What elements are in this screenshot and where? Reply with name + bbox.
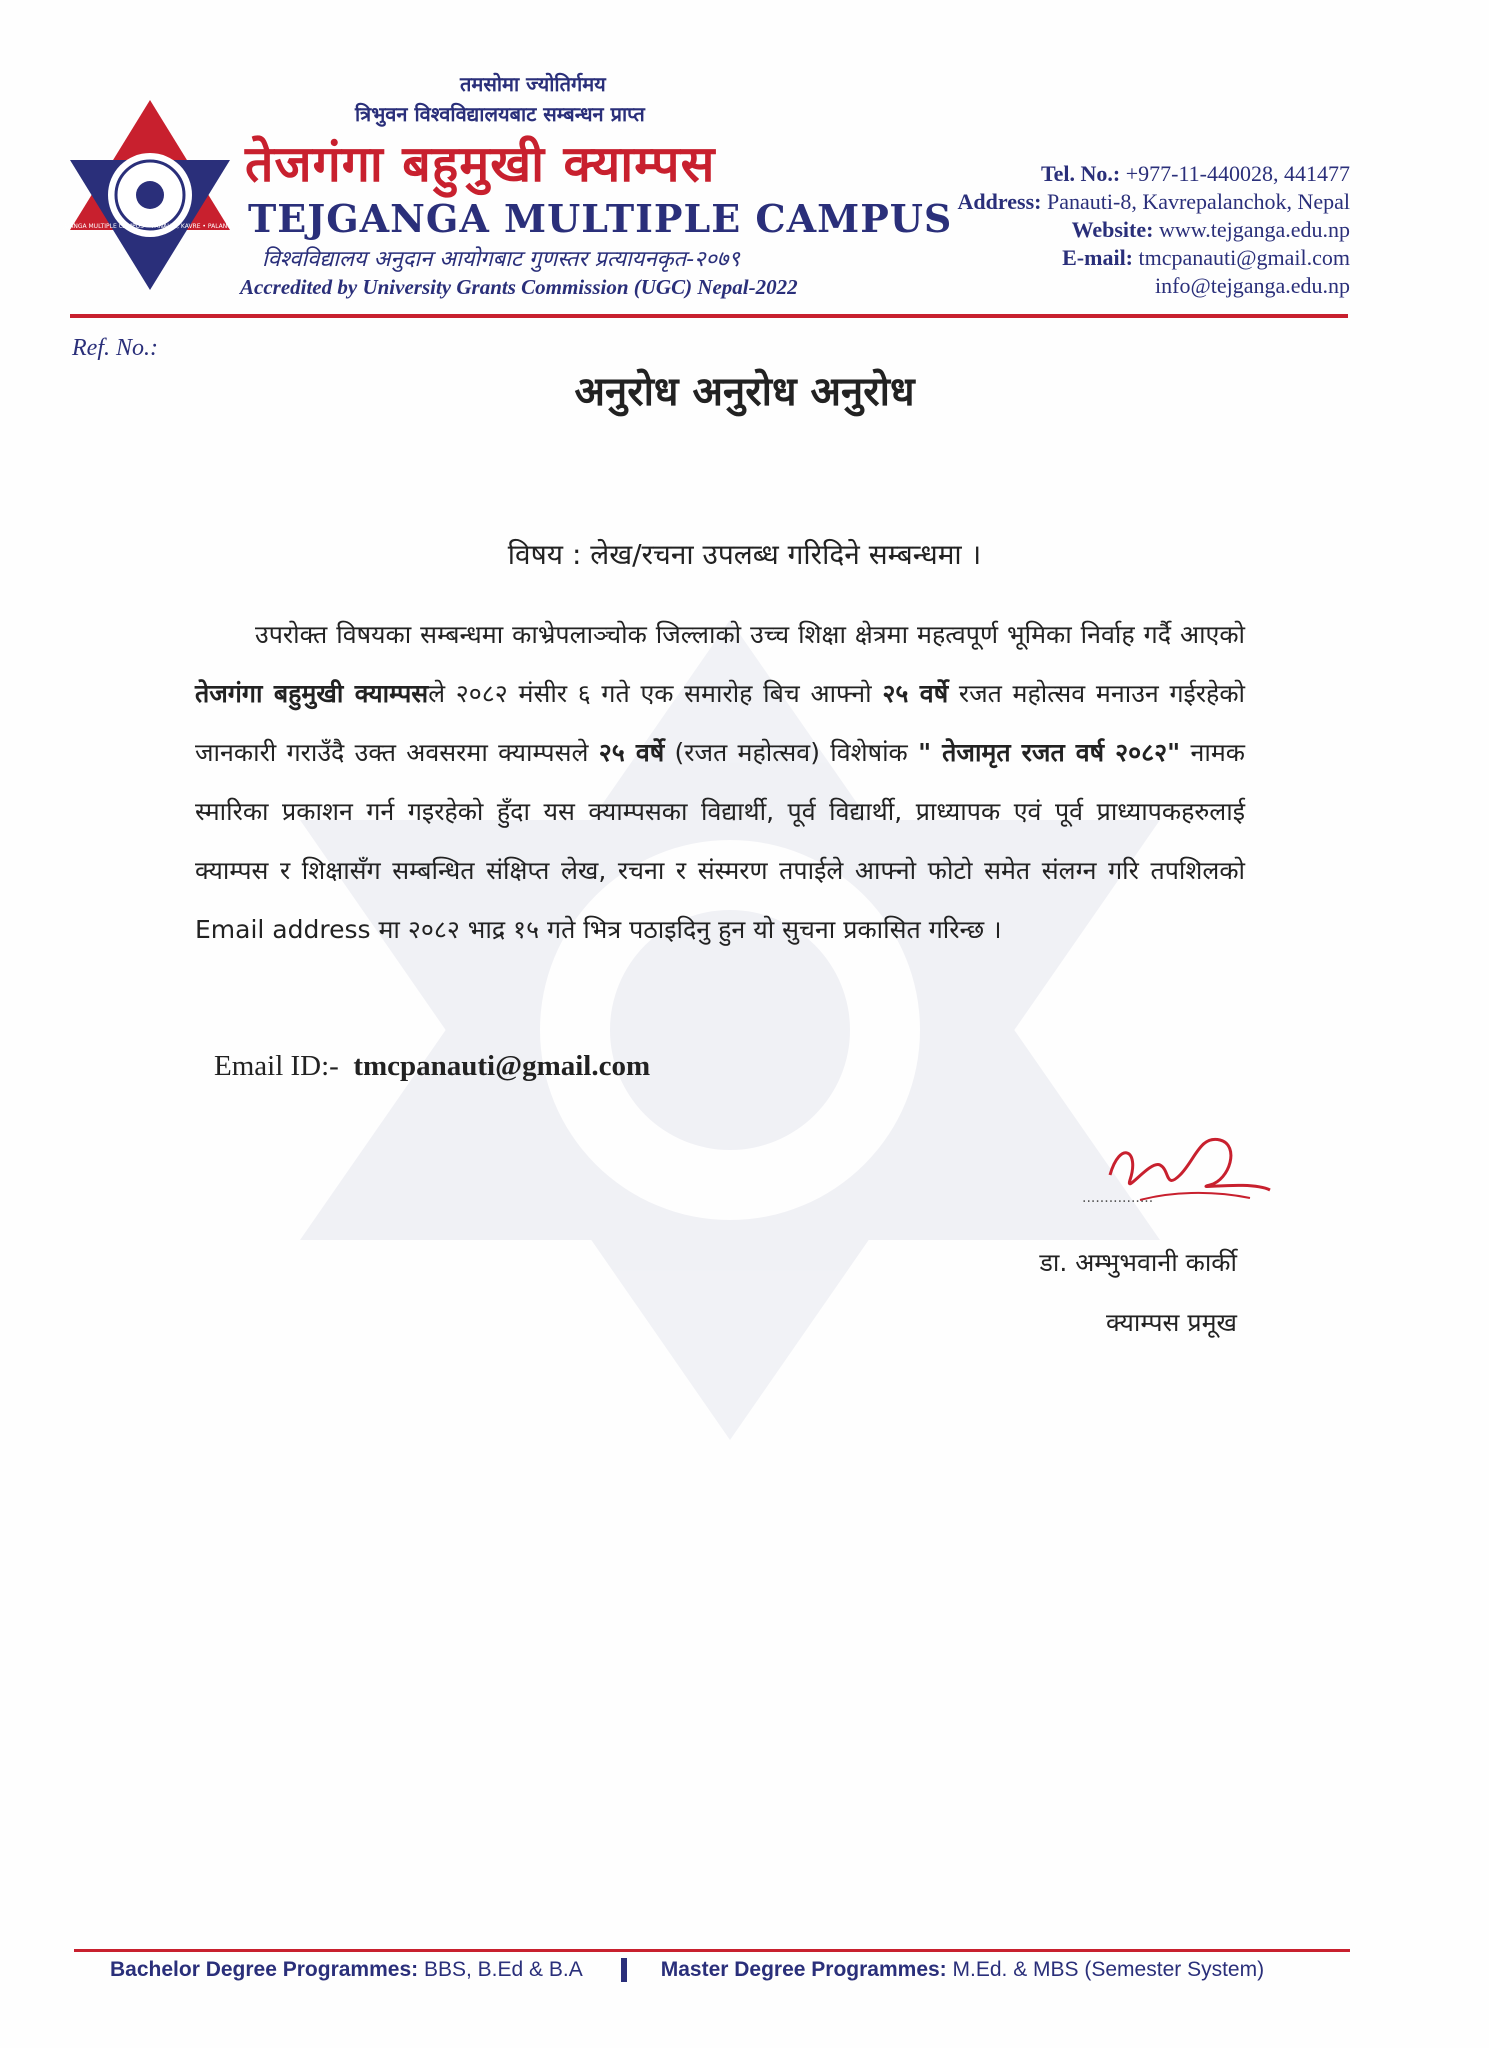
signature-icon — [1080, 1120, 1280, 1220]
contact-block — [958, 160, 1350, 300]
affiliation-text: त्रिभुवन विश्वविद्यालयबाट सम्बन्धन प्राप्त — [355, 102, 645, 126]
contact-website: Website: www.tejganga.edu.np — [1071, 217, 1350, 242]
accreditation-english: Accredited by University Grants Commission (UGC) Nepal-2022 — [240, 275, 798, 299]
email-id-line: Email ID:- tmcpanauti@gmail.com — [214, 1050, 651, 1082]
contact-email-2[interactable]: info@tejganga.edu.np — [1155, 273, 1350, 298]
accreditation-nepali: विश्वविद्यालय अनुदान आयोगबाट गुणस्तर प्रत्यायनकृत-२०७९ — [262, 247, 740, 272]
notice-body: उपरोक्त विषयका सम्बन्धमा काभ्रेपलाञ्चोक जिल्लाको उच्च शिक्षा क्षेत्रमा महत्वपूर्ण भूमिका निर्वाह गर्दै आएको तेजगंगा बहुमुखी क्याम्पसले २०८२ मंसीर ६ गते एक समारोह बिच आफ्नो २५ वर्षे रजत महोत्सव मनाउन गईरहेको जानकारी गराउँदै उक्त अवसरमा क्याम्पसले २५ वर्षे (रजत महोत्सव) विशेषांक " तेजामृत रजत वर्ष २०८२" नामक स्मारिका प्रकाशन गर्न गइरहेको हुँदा यस क्याम्पसका विद्यार्थी, पूर्व विद्यार्थी, प्राध्यापक एवं पूर्व प्राध्यापकहरुलाई क्याम्पस र शिक्षासँग सम्बन्धित संक्षिप्त लेख, रचना र संस्मरण तपाईले आफ्नो फोटो समेत संलग्न गरि तपशिलको Email address मा २०८२ भाद्र १५ गते भित्र पठाइदिनु हुन यो सुचना प्रकासित गरिन्छ । — [195, 620, 1245, 944]
signatory-name: डा. अम्भुभवानी कार्की — [1039, 1248, 1237, 1277]
motto: तमसोमा ज्योतिर्गमय — [460, 72, 606, 96]
email-link-1[interactable]: tmcpanauti@gmail.com — [1138, 245, 1350, 270]
footer-separator — [621, 1958, 627, 1982]
contact-address: Address: Panauti-8, Kavrepalanchok, Nepal — [957, 189, 1350, 214]
subject-line: विषय : लेख/रचना उपलब्ध गरिदिने सम्बन्धमा । — [507, 538, 982, 571]
email-id-link[interactable]: tmcpanauti@gmail.com — [353, 1050, 651, 1082]
contact-email: E-mail: tmcpanauti@gmail.com — [1062, 245, 1350, 270]
footer-programmes: Bachelor Degree Programmes: BBS, B.Ed & B.A Master Degree Programmes: M.Ed. & MBS (Semester System) — [110, 1958, 1265, 1981]
signatory-title: क्याम्पस प्रमूख — [1106, 1308, 1237, 1337]
campus-emblem-icon — [70, 100, 230, 290]
footer-divider — [74, 1949, 1350, 1952]
header-divider — [70, 314, 1348, 318]
campus-logo — [55, 100, 245, 290]
campus-name-nepali: तेजगंगा बहुमुखी क्याम्पस — [245, 135, 716, 193]
ref-no-label: Ref. No.: — [72, 335, 158, 361]
notice-title: अनुरोध अनुरोध अनुरोध — [574, 369, 915, 415]
website-link[interactable]: www.tejganga.edu.np — [1158, 217, 1350, 242]
signature-dots: ................ — [1082, 1190, 1154, 1206]
contact-tel: Tel. No.: +977-11-440028, 441477 — [1041, 161, 1350, 186]
campus-name-english: TEJGANGA MULTIPLE CAMPUS — [248, 196, 953, 241]
logo-text: TEJGANGA MULTIPLE CAMPUS • PANAUTI, KAVRE • PALANCHOK — [55, 223, 245, 230]
